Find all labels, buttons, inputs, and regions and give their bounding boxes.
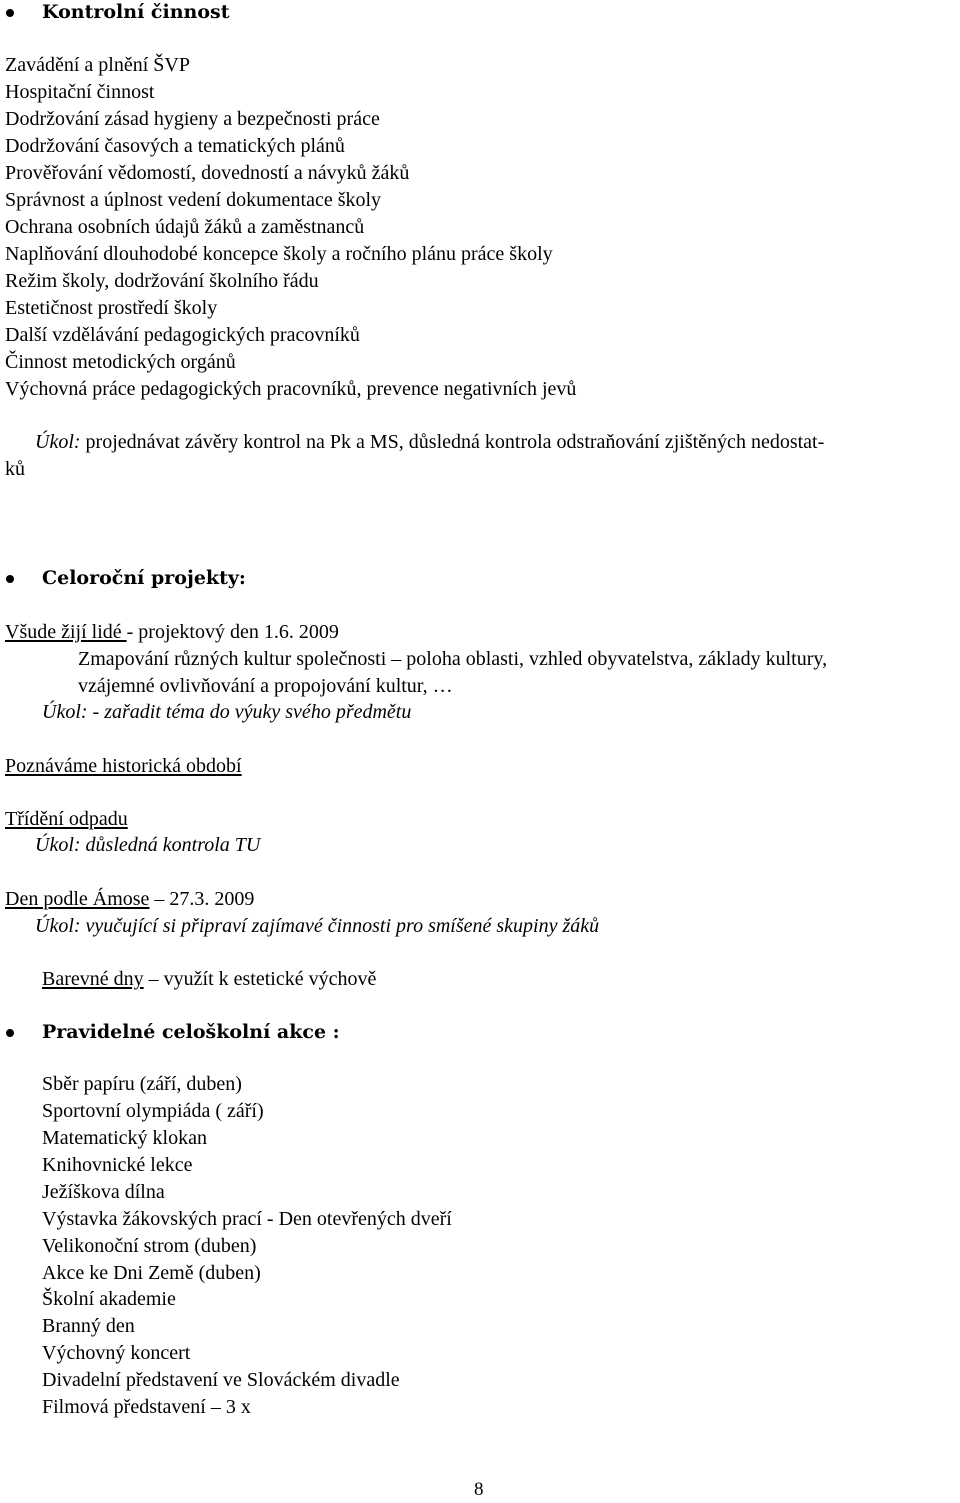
list-item: Prověřování vědomostí, dovedností a návyků žáků (5, 162, 410, 184)
list-item: Výchovná práce pedagogických pracovníků, prevence negativních jevů (5, 378, 577, 400)
list-item: Sportovní olympiáda ( září) (42, 1100, 264, 1122)
list-item: Ježíškova dílna (42, 1181, 165, 1203)
task-label: Úkol (42, 701, 81, 723)
list-item: Filmová představení – 3 x (42, 1396, 251, 1418)
list-item: Dodržování časových a tematických plánů (5, 135, 345, 157)
project-date: - projektový den 1.6. 2009 (126, 621, 339, 643)
list-item: Knihovnické lekce (42, 1154, 193, 1176)
list-item: Ochrana osobních údajů žáků a zaměstnanců (5, 216, 365, 238)
bullet-icon (6, 9, 14, 17)
project-task (42, 699, 411, 726)
page-number: 8 (474, 1479, 484, 1500)
task-label: Úkol: (35, 431, 81, 453)
list-item: Školní akademie (42, 1288, 176, 1310)
list-item: Velikonoční strom (duben) (42, 1235, 257, 1257)
section-heading-celorocni-projekty: Celoroční projekty: (42, 567, 246, 589)
project-title: Všude žijí lidé (5, 621, 127, 643)
task-text: : - zařadit téma do výuky svého předmětu (80, 701, 412, 723)
project-line (5, 619, 339, 646)
task-line (35, 429, 824, 456)
section-heading-pravidelne-akce: Pravidelné celoškolní akce : (42, 1021, 340, 1043)
list-item: Výstavka žákovských prací - Den otevřených dveří (42, 1208, 452, 1230)
bullet-icon (6, 575, 14, 583)
list-item: Matematický klokan (42, 1127, 207, 1149)
list-item: Výchovný koncert (42, 1342, 191, 1364)
project-description: vzájemné ovlivňování a propojování kultur, … (78, 675, 453, 697)
task-text: projednávat závěry kontrol na Pk a MS, důsledná kontrola odstraňování zjištěných nedostat- (85, 431, 825, 453)
list-item: Dodržování zásad hygieny a bezpečnosti práce (5, 108, 380, 130)
project-title: Barevné dny (42, 968, 144, 990)
list-item: Hospitační činnost (5, 81, 155, 103)
list-item: Správnost a úplnost vedení dokumentace školy (5, 189, 382, 211)
project-line (5, 886, 254, 913)
list-item: Sběr papíru (září, duben) (42, 1073, 242, 1095)
list-item: Akce ke Dni Země (duben) (42, 1262, 261, 1284)
list-item: Estetičnost prostředí školy (5, 297, 218, 319)
project-line (42, 966, 376, 993)
project-description: Zmapování různých kultur společnosti – poloha oblasti, vzhled obyvatelstva, základy kultury, (78, 648, 828, 670)
list-item: Naplňování dlouhodobé koncepce školy a ročního plánu práce školy (5, 243, 553, 265)
bullet-icon (6, 1029, 14, 1037)
list-item: Další vzdělávání pedagogických pracovníků (5, 324, 360, 346)
project-date: – 27.3. 2009 (149, 888, 255, 910)
project-note: – využít k estetické výchově (143, 968, 377, 990)
project-title: Třídění odpadu (5, 808, 128, 830)
project-title: Poznáváme historická období (5, 755, 242, 777)
task-continuation: ků (5, 458, 25, 480)
list-item: Divadelní představení ve Slováckém divadle (42, 1369, 400, 1391)
list-item: Zavádění a plnění ŠVP (5, 54, 190, 76)
section-heading-kontrolni-cinnost: Kontrolní činnost (42, 1, 230, 23)
project-title: Den podle Ámose (5, 888, 150, 910)
list-item: Činnost metodických orgánů (5, 351, 236, 373)
project-task: Úkol: důsledná kontrola TU (35, 834, 261, 856)
project-task: Úkol: vyučující si připraví zajímavé činnosti pro smíšené skupiny žáků (35, 915, 600, 937)
list-item: Branný den (42, 1315, 135, 1337)
list-item: Režim školy, dodržování školního řádu (5, 270, 319, 292)
